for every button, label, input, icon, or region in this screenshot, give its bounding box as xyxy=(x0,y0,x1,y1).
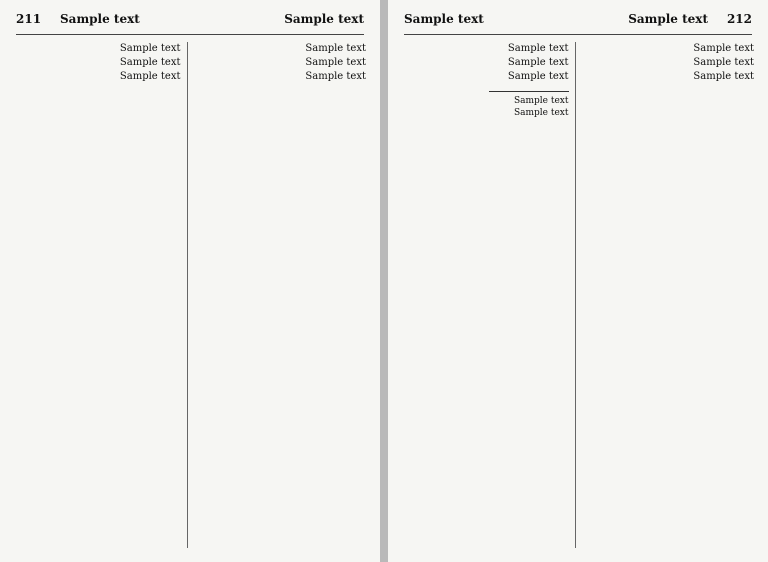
left-book-title: Sample text xyxy=(60,12,140,26)
left-page xyxy=(0,0,380,562)
right-col2-paragraph: Sample text xyxy=(507,57,569,69)
footnote: Sample text xyxy=(513,95,569,106)
left-col2-paragraph: Sample text xyxy=(119,43,181,54)
left-col2-paragraph: Sample text xyxy=(119,71,181,83)
left-page-number: 211 xyxy=(16,12,42,26)
left-column-2 xyxy=(14,42,188,548)
book-gutter xyxy=(380,0,388,562)
left-page-columns xyxy=(14,42,366,548)
right-column-1 xyxy=(588,42,755,548)
footnote-rule xyxy=(489,91,569,92)
right-page-number: 212 xyxy=(726,12,752,26)
right-header-rule xyxy=(404,34,752,35)
footnote: Sample text xyxy=(513,107,569,118)
right-col2-paragraph: Sample text xyxy=(507,43,569,54)
right-chapter-title: Sample text xyxy=(404,12,484,26)
left-header-rule xyxy=(16,34,364,35)
right-col1-paragraph: Sample text xyxy=(693,43,754,54)
right-page-header xyxy=(404,12,752,30)
left-page-header xyxy=(16,12,364,30)
left-col2-paragraph: Sample text xyxy=(119,57,181,69)
left-col1-paragraph: Sample text xyxy=(305,57,366,69)
left-column-1 xyxy=(200,42,367,548)
right-column-2 xyxy=(402,42,576,548)
left-col1-paragraph: Sample text xyxy=(305,71,366,83)
right-col1-paragraph: Sample text xyxy=(693,57,754,69)
right-page xyxy=(388,0,768,562)
right-col1-paragraph: Sample text xyxy=(693,71,754,83)
right-page-columns xyxy=(402,42,754,548)
left-chapter-title: Sample text xyxy=(284,12,364,26)
right-book-title: Sample text xyxy=(628,12,708,26)
left-col1-paragraph: Sample text xyxy=(305,43,366,54)
right-col2-paragraph: Sample text xyxy=(507,71,569,83)
